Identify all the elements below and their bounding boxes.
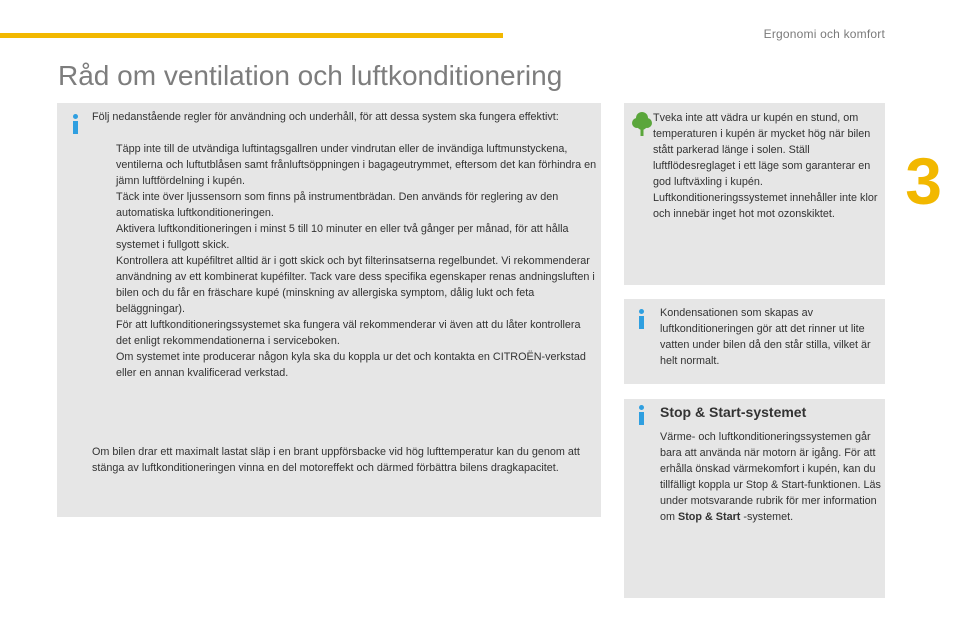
- list-item: Täck inte över ljussensorn som finns på instrumentbrädan. Den används för reglering av den automatiska luftkonditioneringen.: [116, 191, 559, 219]
- info-icon: [636, 405, 646, 425]
- intro-text: Följ nedanstående regler för användning och underhåll, för att dessa system ska fungera effektivt:: [92, 111, 559, 123]
- list-item: För att luftkonditioneringssystemet ska fungera väl rekommenderar vi även att du låter kontrollera det enligt rekommendationerna i serviceboken.: [116, 319, 581, 347]
- info-icon: [70, 114, 80, 134]
- info-icon: [636, 309, 646, 329]
- chapter-number: 3: [905, 144, 942, 218]
- list-item: Aktivera luftkonditioneringen i minst 5 till 10 minuter en eller två gånger per månad, för att hålla systemet i fullgott skick.: [116, 223, 569, 251]
- list-item: Kontrollera att kupéfiltret alltid är i gott skick och byt filterinsatserna regelbundet. Vi rekommenderar användning av ett kombinerat kupéfilter. Tack vare dess specifika egenskaper renas andningsluften i bilen och du får en fräschare kupé (minskning av allergiska symptom, dålig lukt och feta beläggningar).: [116, 255, 595, 315]
- main-advice-panel: [57, 103, 601, 517]
- stop-start-panel: [624, 399, 885, 598]
- condensation-text: Kondensationen som skapas av luftkonditioneringen gör att det rinner ut lite vatten under bilen då den står stilla, vilket är helt normalt.: [660, 307, 871, 367]
- accent-bar: [0, 33, 503, 38]
- stop-start-text: Värme- och luftkonditioneringssystemen går bara att använda när motorn är igång. För att erhålla önskad värmekomfort i kupén, kan du tillfälligt koppla ur Stop & Start-funktionen. Läs under motsvarande rubrik för mer information om Stop & Start -systemet.: [660, 431, 881, 523]
- advice-list: [92, 141, 597, 381]
- list-item: Om systemet inte producerar någon kyla ska du koppla ur det och kontakta en CITROËN-verkstad eller en annan kvalificerad verkstad.: [116, 351, 586, 379]
- tree-icon: [632, 111, 652, 137]
- section-label: Ergonomi och komfort: [763, 27, 885, 41]
- stop-start-heading: Stop & Start-systemet: [660, 404, 807, 420]
- page-title: Råd om ventilation och luftkonditionering: [58, 60, 563, 91]
- list-item: Täpp inte till de utvändiga luftintagsgallren under vindrutan eller de invändiga luftmunstyckena, ventilerna och luftutblåsen samt frånluftsöppningen i bagageutrymmet, eftersom det kan förhindra en jämn luftfördelning i kupén.: [116, 143, 597, 187]
- eco-tip-panel: [624, 103, 885, 285]
- condensation-panel: [624, 299, 885, 384]
- towing-note: Om bilen drar ett maximalt lastat släp i en brant uppförsbacke vid hög lufttemperatur kan du genom att stänga av luftkonditioneringen vinna en del motoreffekt och därmed förbättra bilens dragkapacitet.: [92, 446, 580, 474]
- eco-tip-text: Tveka inte att vädra ur kupén en stund, om temperaturen i kupén är mycket hög när bilen stått parkerad länge i solen. Ställ luftflödesreglaget i ett läge som garanterar en god luftväxling i kupén. Luftkonditioneringssystemet innehåller inte klor och innebär inget hot mot ozonskiktet.: [653, 112, 878, 220]
